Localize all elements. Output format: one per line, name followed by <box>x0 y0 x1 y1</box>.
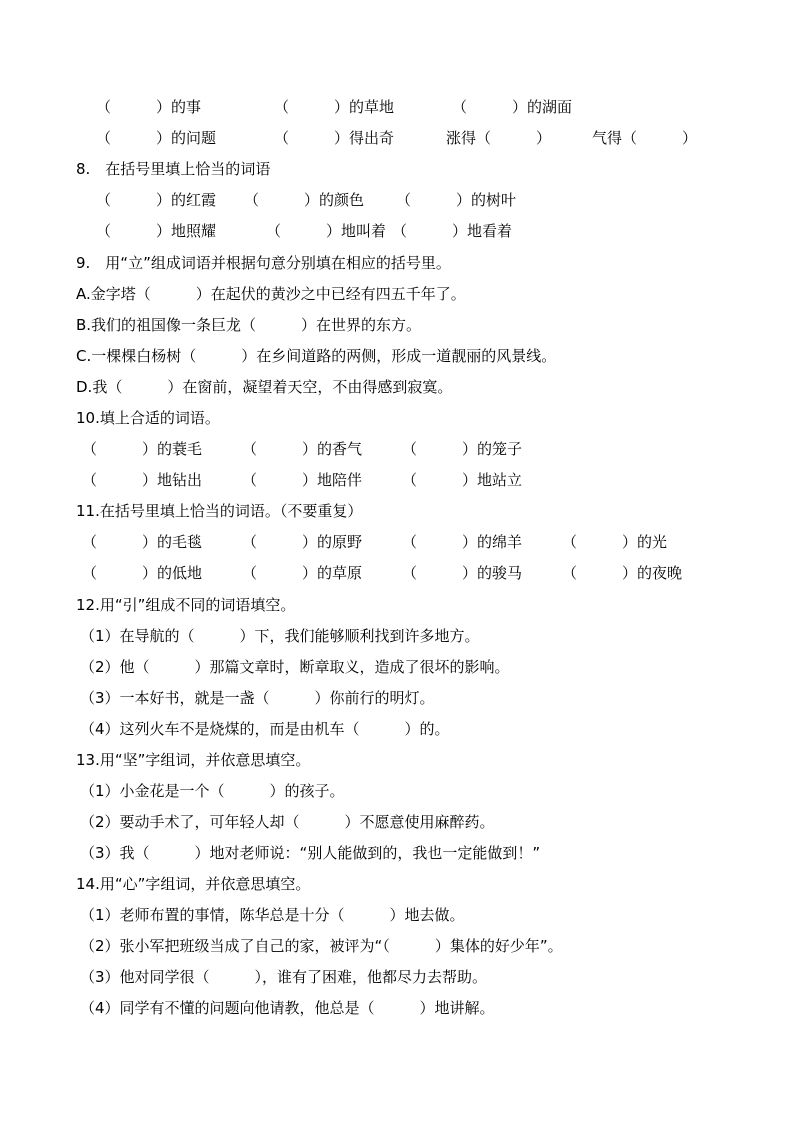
fill-row <box>82 531 772 553</box>
fill-item: （ ）的蓑毛 <box>82 440 203 458</box>
sentence: （2）张小军把班级当成了自己的家，被评为“（ ）集体的好少年”。 <box>80 937 563 955</box>
sentence: （2）他（ ）那篇文章时，断章取义，造成了很坏的影响。 <box>80 658 510 676</box>
question-title: 14.用“心”字组词，并依意思填空。 <box>76 875 311 893</box>
fill-item: （ ）地看着 <box>392 222 513 240</box>
fill-row <box>96 220 776 242</box>
sentence: （3）他对同学很（ ），谁有了困难，他都尽力去帮助。 <box>80 968 488 986</box>
fill-item: （ ）的草原 <box>242 564 363 582</box>
question-title: 11.在括号里填上恰当的词语。（不要重复） <box>76 502 363 520</box>
sentence: （1）老师布置的事情，陈华总是十分（ ）地去做。 <box>80 906 465 924</box>
fill-item: （ ）的原野 <box>242 533 363 551</box>
fill-item: （ ）的问题 <box>96 129 217 147</box>
fill-row <box>96 127 776 149</box>
fill-item: （ ）地照耀 <box>96 222 217 240</box>
fill-item: （ ）的毛毯 <box>82 533 203 551</box>
fill-row <box>96 189 776 211</box>
fill-item: （ ）的事 <box>96 98 202 116</box>
sentence: （3）一本好书，就是一盏（ ）你前行的明灯。 <box>80 689 435 707</box>
fill-item: （ ）的低地 <box>82 564 203 582</box>
fill-item: （ ）的骏马 <box>402 564 523 582</box>
fill-item: （ ）的草地 <box>274 98 395 116</box>
fill-item: （ ）的湖面 <box>452 98 573 116</box>
sentence: B.我们的祖国像一条巨龙（ ）在世界的东方。 <box>76 316 422 334</box>
fill-item: （ ）的绵羊 <box>402 533 523 551</box>
fill-item: （ ）地站立 <box>402 471 523 489</box>
sentence: A.金字塔（ ）在起伏的黄沙之中已经有四五千年了。 <box>76 285 466 303</box>
question-title: 10.填上合适的词语。 <box>76 409 220 427</box>
fill-item: （ ）地钻出 <box>82 471 203 489</box>
fill-row <box>82 469 772 491</box>
fill-item: （ ）的香气 <box>242 440 363 458</box>
question-title: 13.用“坚”字组词，并依意思填空。 <box>76 751 311 769</box>
sentence: （4）同学有不懂的问题向他请教，他总是（ ）地讲解。 <box>80 999 495 1017</box>
fill-item: （ ）的夜晚 <box>562 564 683 582</box>
fill-item: （ ）得出奇 <box>274 129 395 147</box>
question-title: 9. 用“立”组成词语并根据句意分别填在相应的括号里。 <box>76 254 451 272</box>
fill-item: （ ）的笼子 <box>402 440 523 458</box>
question-title: 12.用“引”组成不同的词语填空。 <box>76 596 296 614</box>
fill-row <box>82 562 772 584</box>
fill-item: 气得（ ） <box>592 129 698 147</box>
fill-item: （ ）地叫着 <box>266 222 387 240</box>
sentence: （1）在导航的（ ）下，我们能够顺利找到许多地方。 <box>80 627 480 645</box>
sentence: （4）这列火车不是烧煤的，而是由机车（ ）的。 <box>80 720 450 738</box>
fill-item: （ ）地陪伴 <box>242 471 363 489</box>
fill-item: （ ）的树叶 <box>396 191 517 209</box>
sentence: （1）小金花是一个（ ）的孩子。 <box>80 782 345 800</box>
sentence: C.一棵棵白杨树（ ）在乡间道路的两侧，形成一道靓丽的风景线。 <box>76 347 557 365</box>
fill-item: （ ）的颜色 <box>244 191 365 209</box>
fill-row <box>96 96 776 118</box>
fill-item: （ ）的光 <box>562 533 668 551</box>
fill-item: （ ）的红霞 <box>96 191 217 209</box>
fill-row <box>82 438 772 460</box>
sentence: D.我（ ）在窗前，凝望着天空，不由得感到寂寞。 <box>76 378 453 396</box>
sentence: （3）我（ ）地对老师说：“别人能做到的，我也一定能做到！” <box>80 844 541 862</box>
question-title: 8. 在括号里填上恰当的词语 <box>76 160 271 178</box>
fill-item: 涨得（ ） <box>446 129 552 147</box>
sentence: （2）要动手术了，可年轻人却（ ）不愿意使用麻醉药。 <box>80 813 495 831</box>
